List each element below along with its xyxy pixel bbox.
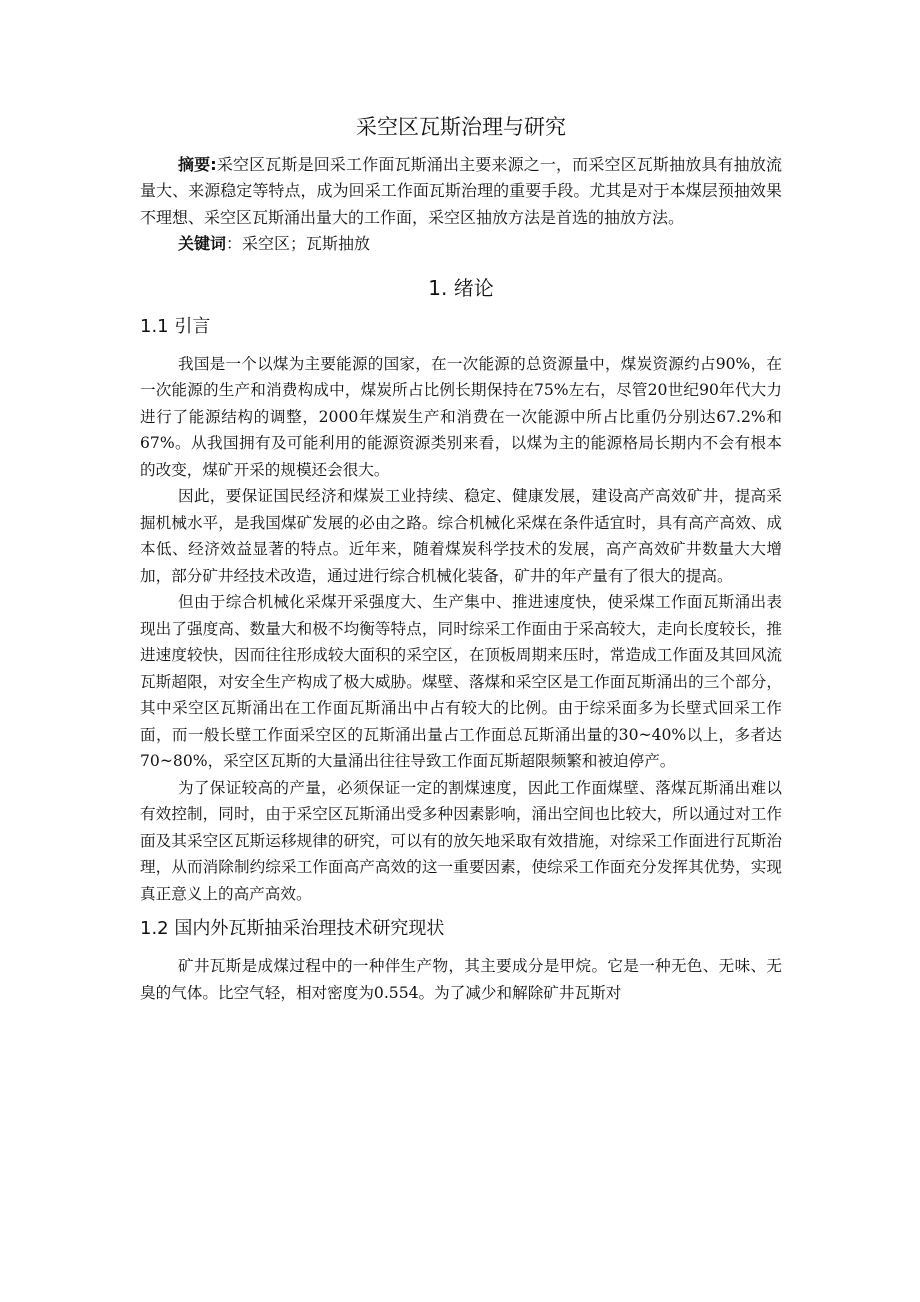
document-title: 采空区瓦斯治理与研究: [356, 115, 566, 139]
body-paragraph: 因此，要保证国民经济和煤炭工业持续、稳定、健康发展，建设高产高效矿井，提高采掘机械水平，是我国煤矿发展的必由之路。综合机械化采煤在条件适宜时，具有高产高效、成本低、经济效益显著的特点。近年来，随着煤炭科学技术的发展，高产高效矿井数量大大增加，部分矿井经技术改造，通过进行综合机械化装备，矿井的年产量有了很大的提高。: [140, 487, 782, 585]
chapter-heading: 1. 绪论: [428, 275, 494, 300]
section-heading-1-1: 1.1 引言: [140, 315, 211, 337]
keywords-paragraph: [140, 231, 782, 257]
abstract-label: 摘要:: [178, 155, 217, 174]
body-paragraph: 为了保证较高的产量，必须保证一定的割煤速度，因此工作面煤壁、落煤瓦斯涌出难以有效控制，同时，由于采空区瓦斯涌出受多种因素影响，涌出空间也比较大，所以通过对工作面及其采空区瓦斯运移规律的研究，可以有的放矢地采取有效措施，对综采工作面进行瓦斯治理，从而消除制约综采工作面高产高效的这一重要因素，使综采工作面充分发挥其优势，实现真正意义上的高产高效。: [140, 778, 782, 903]
body-paragraph: 我国是一个以煤为主要能源的国家，在一次能源的总资源量中，煤炭资源约占90%，在一次能源的生产和消费构成中，煤炭所占比例长期保持在75%左右，尽管20世纪90年代大力进行了能源结构的调整，2000年煤炭生产和消费在一次能源中所占比重仍分别达67.2%和67%。从我国拥有及可能利用的能源资源类别来看，以煤为主的能源格局长期内不会有根本的改变，煤矿开采的规模还会很大。: [140, 354, 782, 479]
abstract-text: 采空区瓦斯是回采工作面瓦斯涌出主要来源之一，而采空区瓦斯抽放具有抽放流量大、来源稳定等特点，成为回采工作面瓦斯治理的重要手段。尤其是对于本煤层预抽效果不理想、采空区瓦斯涌出量大的工作面，采空区抽放方法是首选的抽放方法。: [140, 155, 782, 227]
keywords-text: ：采空区；瓦斯抽放: [226, 234, 371, 254]
document-page: [140, 112, 782, 1006]
keywords-label: 关键词: [178, 234, 227, 254]
section-heading-1-2: 1.2 国内外瓦斯抽采治理技术研究现状: [140, 918, 445, 940]
abstract-paragraph: [140, 152, 782, 231]
body-paragraph: 矿井瓦斯是成煤过程中的一种伴生产物，其主要成分是甲烷。它是一种无色、无味、无臭的气体。比空气轻，相对密度为0.554。为了减少和解除矿井瓦斯对: [140, 957, 782, 1002]
body-paragraph: 但由于综合机械化采煤开采强度大、生产集中、推进速度快，使采煤工作面瓦斯涌出表现出了强度高、数量大和极不均衡等特点，同时综采工作面由于采高较大，走向长度较长，推进速度较快，因而往往形成较大面积的采空区，在顶板周期来压时，常造成工作面及其回风流瓦斯超限，对安全生产构成了极大威胁。煤壁、落煤和采空区是工作面瓦斯涌出的三个部分，其中采空区瓦斯涌出在工作面瓦斯涌出中占有较大的比例。由于综采面多为长壁式回采工作面，而一般长壁工作面采空区的瓦斯涌出量占工作面总瓦斯涌出量的30~40%以上，多者达70~80%，采空区瓦斯的大量涌出往往导致工作面瓦斯超限频繁和被迫停产。: [140, 593, 782, 771]
